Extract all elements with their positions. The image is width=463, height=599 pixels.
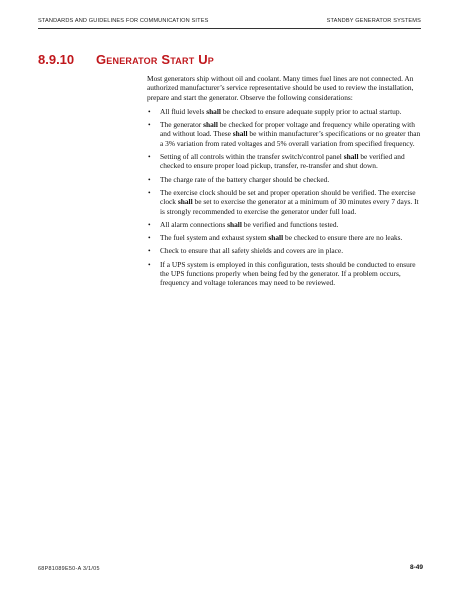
- item-text: If a UPS system is employed in this configuration, tests should be conducted to ensure the UPS functions properly when being fed by the generator. If a problem occurs, frequency and voltage tolerances may need to be reviewed.: [160, 259, 416, 288]
- bullet-icon: •: [148, 174, 151, 184]
- list-item: [147, 188, 423, 216]
- list-item: [147, 260, 423, 288]
- bullet-icon: •: [148, 233, 151, 243]
- list-item: [147, 220, 423, 229]
- item-text: The charge rate of the battery charger should be checked.: [160, 174, 330, 184]
- section-title: Generator Start Up: [96, 52, 214, 67]
- list-item: [147, 107, 423, 116]
- section-heading: [38, 52, 214, 67]
- item-text: be checked to ensure there are no leaks.: [283, 233, 403, 243]
- list-item: [147, 233, 423, 242]
- section-body: [147, 74, 423, 292]
- item-text: Check to ensure that all safety shields and covers are in place.: [160, 246, 344, 256]
- item-bold: shall: [203, 120, 218, 130]
- item-text: be checked for proper voltage and frequency while operating with and without load. These: [160, 120, 415, 139]
- header-rule: [38, 28, 421, 29]
- running-header-right: STANDBY GENERATOR SYSTEMS: [326, 18, 421, 24]
- bullet-icon: •: [148, 259, 151, 269]
- item-text: All alarm connections: [160, 219, 228, 229]
- section-number: 8.9.10: [38, 52, 75, 67]
- intro-paragraph: Most generators ship without oil and coolant. Many times fuel lines are not connected. An authorized manufacturer’s service representative should be used to review the installation, prepare and start the generator. Observe the following considerations:: [147, 74, 414, 102]
- bullet-icon: •: [148, 187, 151, 197]
- item-text: Setting of all controls within the transfer switch/control panel: [160, 152, 344, 162]
- bullet-icon: •: [148, 219, 151, 229]
- considerations-list: [147, 107, 423, 288]
- list-item: [147, 120, 423, 148]
- bullet-icon: •: [148, 246, 151, 256]
- item-text: The fuel system and exhaust system: [160, 233, 269, 243]
- item-text: be verified and functions tested.: [241, 219, 339, 229]
- list-item: [147, 246, 423, 255]
- item-bold: shall: [232, 129, 248, 139]
- item-text: be checked to ensure adequate supply prior to actual startup.: [220, 106, 402, 116]
- bullet-icon: •: [148, 106, 151, 116]
- bullet-icon: •: [148, 120, 151, 130]
- bullet-icon: •: [148, 152, 151, 162]
- item-text: All fluid levels: [160, 106, 207, 116]
- item-text: be set to exercise the generator at a minimum of 30 minutes every 7 days. It is strongly recommended to exercise the generator under full load.: [160, 197, 419, 216]
- item-text: be verified and checked to ensure proper load pickup, transfer, re-transfer and shut down.: [160, 152, 405, 171]
- list-item: [147, 152, 423, 171]
- item-bold: shall: [268, 233, 284, 243]
- item-bold: shall: [177, 197, 193, 207]
- item-text: be within manufacturer’s specifications or no greater than a 3% variation from rated voltages and 5% overall variation from specified frequency.: [160, 129, 421, 148]
- footer-doc-id: 68P81089E50-A 3/1/05: [38, 566, 100, 572]
- item-bold: shall: [206, 106, 221, 116]
- item-text: The generator: [160, 120, 204, 130]
- item-bold: shall: [343, 152, 359, 162]
- list-item: [147, 175, 423, 184]
- item-bold: shall: [227, 219, 242, 229]
- running-header-left: STANDARDS AND GUIDELINES FOR COMMUNICATION SITES: [38, 18, 209, 24]
- item-text: The exercise clock should be set and proper operation should be verified. The exercise clock: [160, 187, 416, 207]
- page-number: 8-49: [409, 564, 423, 571]
